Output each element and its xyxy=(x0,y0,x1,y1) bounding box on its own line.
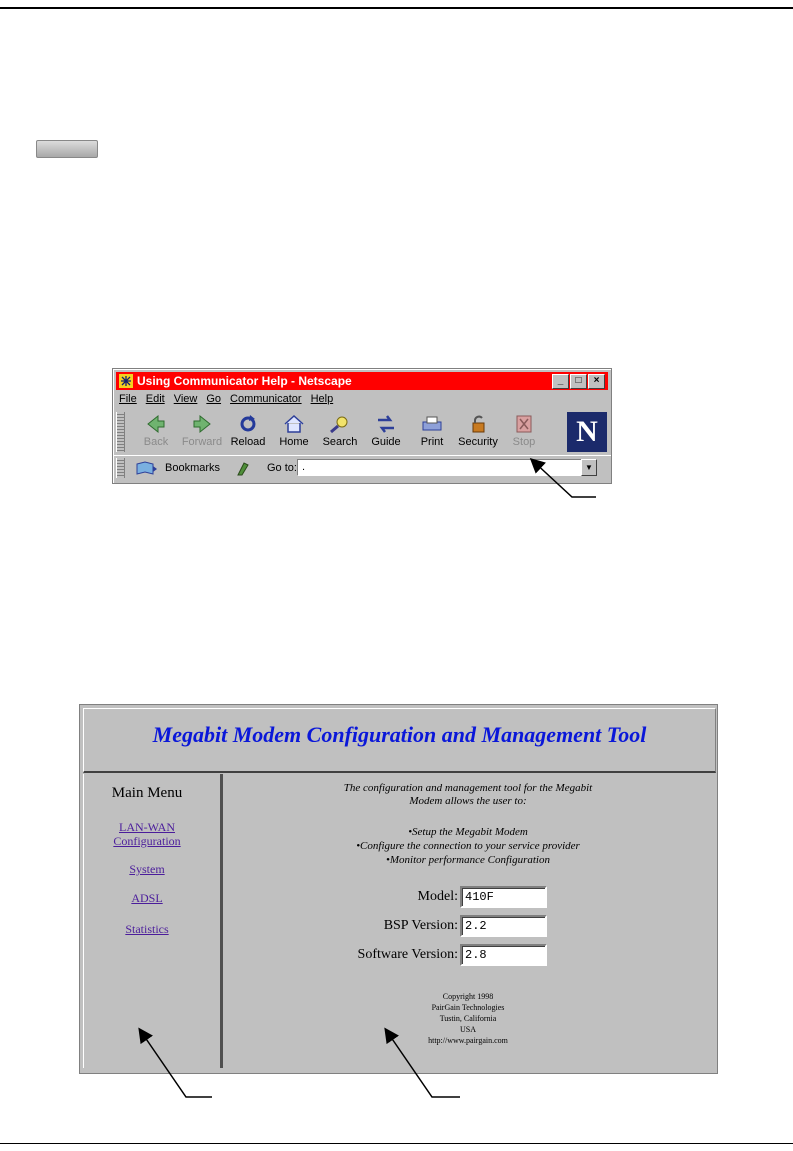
menu-file[interactable]: File xyxy=(119,393,137,405)
main-menu-heading: Main Menu xyxy=(111,785,183,801)
website-line: http://www.pairgain.com xyxy=(428,1036,508,1045)
maximize-button[interactable]: □ xyxy=(570,374,587,389)
copyright-line: Copyright 1998 xyxy=(442,992,494,1001)
guide-button[interactable]: Guide xyxy=(363,412,409,450)
stop-button[interactable]: Stop xyxy=(501,412,547,450)
menu-go[interactable]: Go xyxy=(206,393,222,405)
minimize-button[interactable]: _ xyxy=(552,374,569,389)
intro-line-1: The configuration and management tool for the Megabit xyxy=(343,782,593,794)
country-line: USA xyxy=(459,1025,476,1034)
print-button[interactable]: Print xyxy=(409,412,455,450)
menu-view[interactable]: View xyxy=(173,393,198,405)
menu-edit[interactable]: Edit xyxy=(145,393,165,405)
menu-link-statistics[interactable]: Statistics xyxy=(125,922,169,936)
location-dropdown-button[interactable]: ▼ xyxy=(581,459,597,476)
menu-communicator[interactable]: Communicator xyxy=(230,393,302,405)
software-version-field[interactable]: 2.8 xyxy=(460,944,547,966)
intro-bullet-1: •Setup the Megabit Modem xyxy=(408,826,528,838)
goto-label: Go to: xyxy=(267,462,297,474)
intro-bullet-3: •Monitor performance Configuration xyxy=(386,854,550,866)
reload-button[interactable]: Reload xyxy=(225,412,271,450)
netscape-logo: N xyxy=(567,412,607,452)
location-input[interactable]: . xyxy=(297,459,587,476)
model-label: Model: xyxy=(417,889,458,904)
menu-frame-callout-arrow xyxy=(140,1030,212,1097)
location-bar-callout-arrow xyxy=(532,460,596,497)
home-button[interactable]: Home xyxy=(271,412,317,450)
forward-button[interactable]: Forward xyxy=(179,412,225,450)
menu-link-adsl[interactable]: ADSL xyxy=(131,891,163,905)
content-frame-callout-arrow xyxy=(386,1030,460,1097)
city-line: Tustin, California xyxy=(439,1014,497,1023)
security-button[interactable]: Security xyxy=(455,412,501,450)
intro-bullet-2: •Configure the connection to your service provider xyxy=(356,840,580,852)
close-button[interactable]: × xyxy=(588,374,605,389)
tool-title: Megabit Modem Configuration and Management Tool xyxy=(152,722,647,747)
bsp-version-label: BSP Version: xyxy=(383,918,458,933)
lan-wan-line-1[interactable]: LAN-WAN xyxy=(119,820,175,834)
menu-help[interactable]: Help xyxy=(310,393,334,405)
window-title: Using Communicator Help - Netscape xyxy=(137,374,352,388)
menu-link-system[interactable]: System xyxy=(129,862,165,876)
lan-wan-line-2[interactable]: Configuration xyxy=(113,834,181,848)
company-line: PairGain Technologies xyxy=(431,1003,505,1012)
bookmarks-button[interactable]: Bookmarks xyxy=(135,460,220,476)
search-button[interactable]: Search xyxy=(317,412,363,450)
back-button[interactable]: Back xyxy=(133,412,179,450)
intro-line-2: Modem allows the user to: xyxy=(409,795,527,807)
software-version-label: Software Version: xyxy=(357,947,458,962)
model-field[interactable]: 410F xyxy=(460,886,547,908)
bsp-version-field[interactable]: 2.2 xyxy=(460,915,547,937)
